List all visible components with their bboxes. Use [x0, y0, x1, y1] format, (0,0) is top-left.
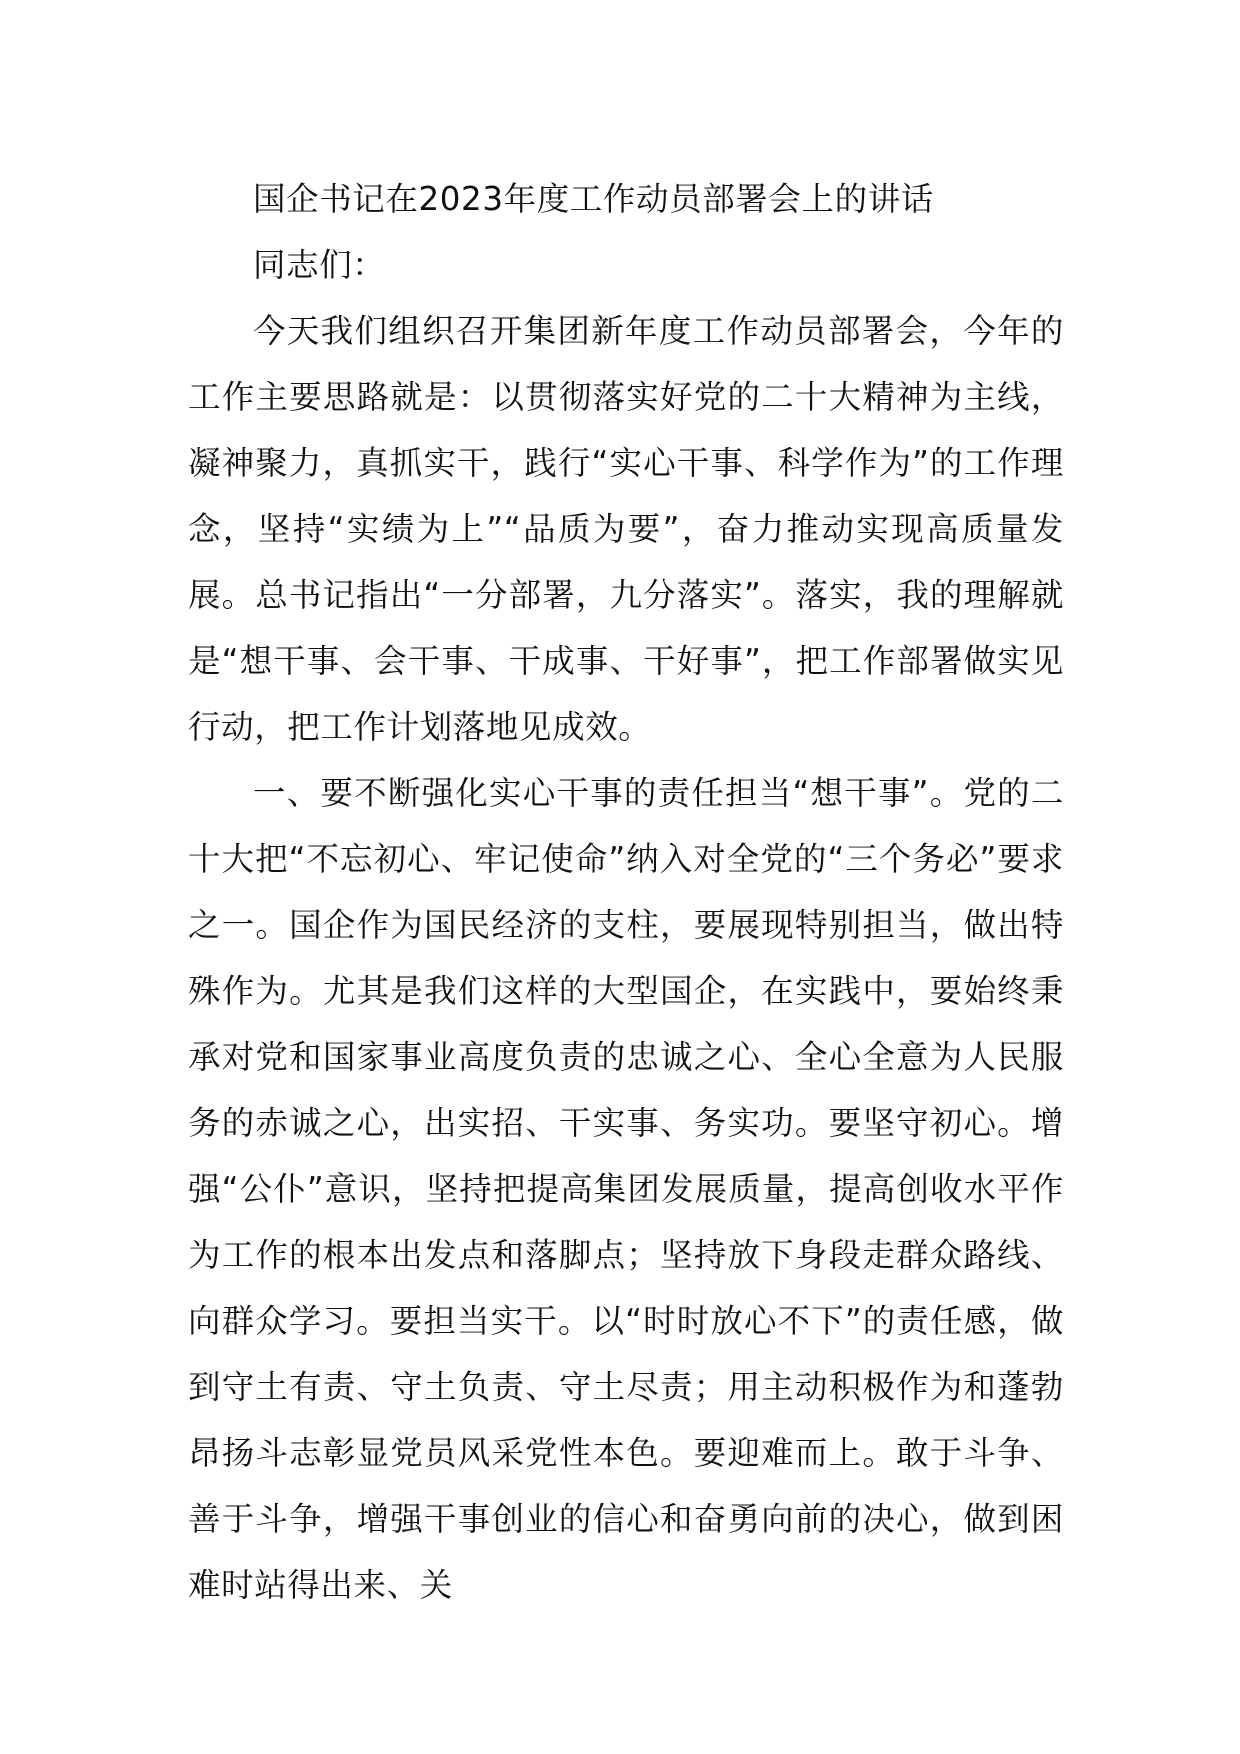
- paragraph-intro: 今天我们组织召开集团新年度工作动员部署会，今年的工作主要思路就是：以贯彻落实好党的二十大精神为主线，凝神聚力，真抓实干，践行“实心干事、科学作为”的工作理念，坚持“实绩为上”“品质为要”，奋力推动实现高质量发展。总书记指出“一分部署，九分落实”。落实，我的理解就是“想干事、会干事、干成事、干好事”，把工作部署做实见行动，把工作计划落地见成效。: [188, 312, 1064, 746]
- salutation: 同志们：: [253, 246, 386, 284]
- paragraph-section-one: 一、要不断强化实心干事的责任担当“想干事”。党的二十大把“不忘初心、牢记使命”纳入对全党的“三个务必”要求之一。国企作为国民经济的支柱，要展现特别担当，做出特殊作为。尤其是我们这样的大型国企，在实践中，要始终秉承对党和国家事业高度负责的忠诚之心、全心全意为人民服务的赤诚之心，出实招、干实事、务实功。要坚守初心。增强“公仆”意识，坚持把提高集团发展质量，提高创收水平作为工作的根本出发点和落脚点；坚持放下身段走群众路线、向群众学习。要担当实干。以“时时放心不下”的责任感，做到守土有责、守土负责、守土尽责；用主动积极作为和蓬勃昂扬斗志彰显党员风采党性本色。要迎难而上。敢于斗争、善于斗争，增强干事创业的信心和奋勇向前的决心，做到困难时站得出来、关: [188, 774, 1064, 1604]
- document-title: 国企书记在2023年度工作动员部署会上的讲话: [253, 180, 934, 218]
- document-body: [188, 166, 1064, 1618]
